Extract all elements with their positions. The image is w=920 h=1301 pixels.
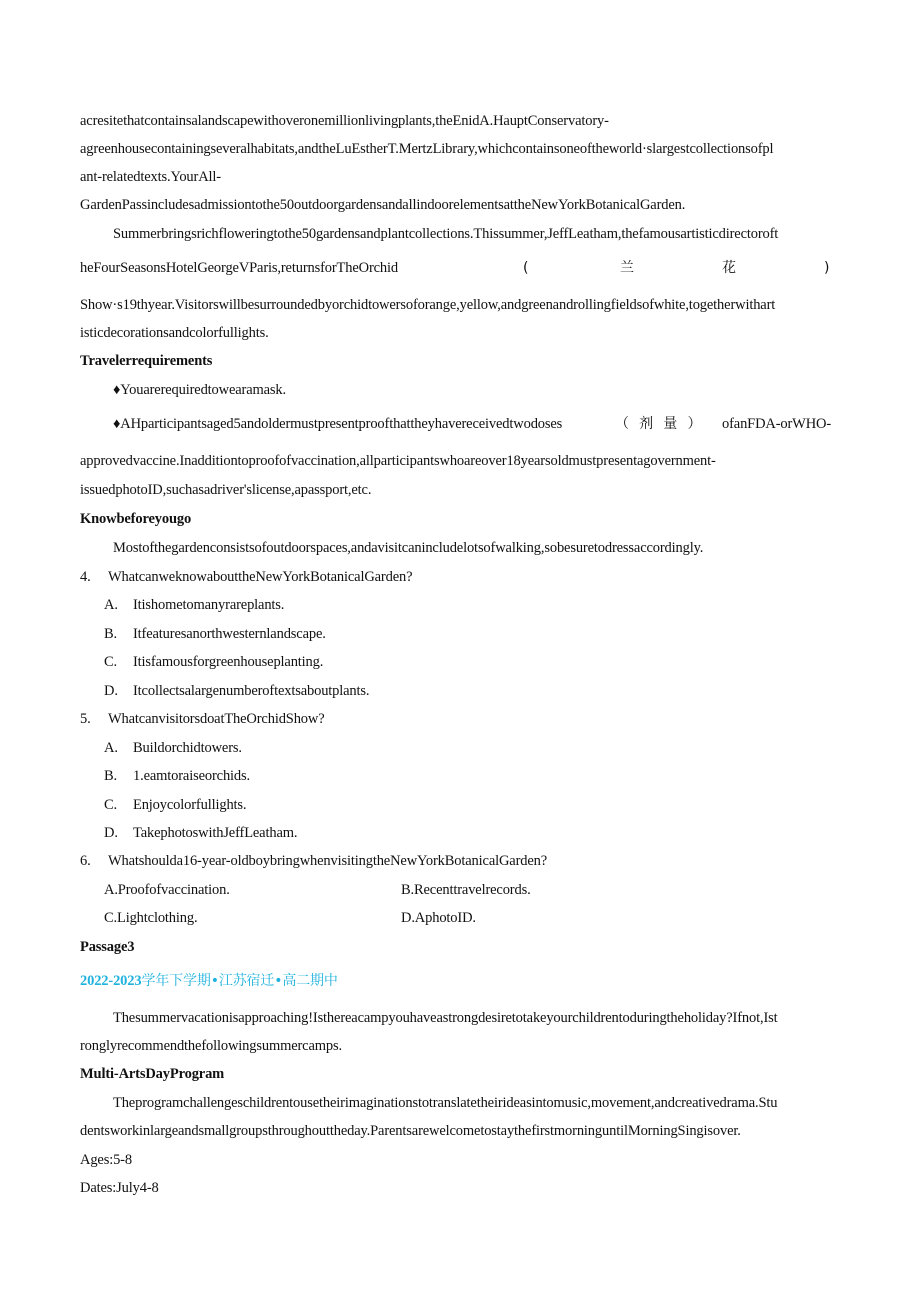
question-number: 4. [80, 569, 91, 585]
dates-info: Dates:July4-8 [80, 1180, 159, 1196]
paragraph-line: heFourSeasonsHotelGeorgeVParis,returnsforTheOrchid [80, 260, 398, 276]
option-text: Itisfamousforgreenhouseplanting. [133, 654, 324, 670]
option-text: Buildorchidtowers. [133, 740, 242, 756]
gloss-char: 兰 [620, 260, 634, 276]
source-text: 学年下学期•江苏宿迁•高二期中 [141, 973, 338, 989]
gloss: （ 剂 量 ） [615, 416, 702, 432]
paragraph-line: Mostofthegardenconsistsofoutdoorspaces,andavisitcanincludelotsofwalking,sobesuretodressaccordingly. [113, 540, 704, 556]
section-heading: Multi-ArtsDayProgram [80, 1066, 225, 1082]
option: C.Lightclothing. [104, 910, 198, 926]
question-text: WhatcanvisitorsdoatTheOrchidShow? [108, 711, 325, 727]
gloss-paren: ) [824, 260, 830, 276]
option-text: TakephotoswithJeffLeatham. [133, 825, 298, 841]
gloss-paren: ( [523, 260, 529, 276]
option: D.AphotoID. [401, 910, 476, 926]
option-letter: B. [104, 768, 117, 784]
requirement-item: ♦AHparticipantsaged5andoldermustpresentproofthattheyhavereceivedtwodoses [113, 416, 563, 432]
paragraph-line: issuedphotoID,suchasadriver'slicense,apassport,etc. [80, 482, 372, 498]
question-number: 6. [80, 853, 91, 869]
source-year: 2022-2023 [80, 973, 142, 989]
passage-heading: Passage3 [80, 939, 135, 955]
ages-info: Ages:5-8 [80, 1152, 132, 1168]
paragraph-line: agreenhousecontainingseveralhabitats,andtheLuEstherT.MertzLibrary,whichcontainsoneoftheworld·slargestcollectionsofpl [80, 141, 774, 157]
paragraph-line: approvedvaccine.Inadditiontoproofofvaccination,allparticipantswhoareover18yearsoldmustpresentagovernment- [80, 453, 716, 469]
paragraph-line: Summerbringsrichfloweringtothe50gardensandplantcollections.Thissummer,JeffLeatham,thefamousartisticdirectoroft [113, 226, 779, 242]
option-text: Enjoycolorfullights. [133, 797, 247, 813]
paragraph-line: Thesummervacationisapproaching!Isthereacampyouhaveastrongdesiretotakeyourchildrentoduringtheholiday?Ifnot,Ist [113, 1010, 778, 1026]
paragraph-line: isticdecorationsandcolorfullights. [80, 325, 269, 341]
question-text: Whatshoulda16-year-oldboybringwhenvisitingtheNewYorkBotanicalGarden? [108, 853, 548, 869]
option-text: 1.eamtoraiseorchids. [133, 768, 250, 784]
option-letter: D. [104, 825, 118, 841]
question-number: 5. [80, 711, 91, 727]
option-text: Itcollectsalargenumberoftextsaboutplants. [133, 683, 370, 699]
option-text: Itishometomanyrareplants. [133, 597, 285, 613]
option: A.Proofofvaccination. [104, 882, 230, 898]
option: B.Recenttravelrecords. [401, 882, 531, 898]
paragraph-line: ronglyrecommendthefollowingsummercamps. [80, 1038, 342, 1054]
source-label [80, 972, 338, 990]
section-heading: Knowbeforeyougo [80, 511, 192, 527]
section-heading: Travelerrequirements [80, 353, 213, 369]
option-letter: A. [104, 740, 118, 756]
requirement-item: ♦Youarerequiredtowearamask. [113, 382, 286, 398]
option-letter: A. [104, 597, 118, 613]
question-text: WhatcanweknowabouttheNewYorkBotanicalGarden? [108, 569, 413, 585]
paragraph-line: dentsworkinlargeandsmallgroupsthroughouttheday.ParentsarewelcometostaythefirstmorninguntilMorningSingisover. [80, 1123, 741, 1139]
option-text: Itfeaturesanorthwesternlandscape. [133, 626, 326, 642]
paragraph-line: ofanFDA-orWHO- [722, 416, 832, 432]
option-letter: D. [104, 683, 118, 699]
option-letter: C. [104, 654, 117, 670]
paragraph-line: Theprogramchallengeschildrentousetheirimaginationstotranslatetheirideasintomusic,movement,andcreativedrama.Stu [113, 1095, 778, 1111]
paragraph-line: Show·s19thyear.Visitorswillbesurroundedbyorchidtowersoforange,yellow,andgreenandrollingfieldsofwhite,togetherwithart [80, 297, 776, 313]
paragraph-line: acresitethatcontainsalandscapewithoveronemillionlivingplants,theEnidA.HauptConservatory- [80, 113, 609, 129]
option-letter: C. [104, 797, 117, 813]
option-letter: B. [104, 626, 117, 642]
paragraph-line: GardenPassincludesadmissiontothe50outdoorgardensandallindoorelementsattheNewYorkBotanicalGarden. [80, 197, 686, 213]
gloss-char: 花 [722, 260, 736, 276]
paragraph-line: ant-relatedtexts.YourAll- [80, 169, 221, 185]
